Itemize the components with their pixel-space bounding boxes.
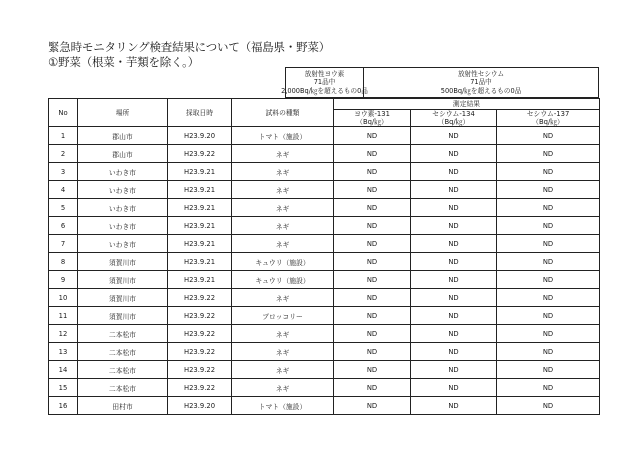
cell-iodine-131: ND xyxy=(334,199,411,217)
cell-sample-type: ネギ xyxy=(232,163,334,181)
cell-iodine-131: ND xyxy=(334,325,411,343)
cell-cesium-134: ND xyxy=(411,127,497,145)
header-sample-type: 試料の種類 xyxy=(232,99,334,127)
cell-iodine-131: ND xyxy=(334,289,411,307)
cell-no: 11 xyxy=(49,307,78,325)
cell-no: 10 xyxy=(49,289,78,307)
cell-no: 16 xyxy=(49,397,78,415)
cell-sample-type: ネギ xyxy=(232,343,334,361)
cell-cesium-137: ND xyxy=(497,181,600,199)
header-cesium-137-label: セシウム-137 xyxy=(526,110,570,118)
cell-cesium-137: ND xyxy=(497,379,600,397)
cell-no: 7 xyxy=(49,235,78,253)
header-iodine-131-unit: （Bq/㎏） xyxy=(356,118,388,126)
cell-no: 3 xyxy=(49,163,78,181)
cell-place: 二本松市 xyxy=(78,343,168,361)
cell-sample-type: ネギ xyxy=(232,217,334,235)
cell-iodine-131: ND xyxy=(334,253,411,271)
cell-date: H23.9.22 xyxy=(168,289,232,307)
cell-cesium-134: ND xyxy=(411,325,497,343)
header-result: 測定結果 xyxy=(334,99,600,110)
cell-sample-type: トマト（施設） xyxy=(232,397,334,415)
cell-date: H23.9.22 xyxy=(168,343,232,361)
header-place: 場所 xyxy=(78,99,168,127)
cell-cesium-134: ND xyxy=(411,253,497,271)
cell-cesium-137: ND xyxy=(497,127,600,145)
summary-cesium xyxy=(364,68,598,97)
cell-cesium-134: ND xyxy=(411,397,497,415)
table-row xyxy=(49,361,600,379)
cell-place: いわき市 xyxy=(78,181,168,199)
header-iodine-131-label: ヨウ素-131 xyxy=(354,110,390,118)
cell-place: 郡山市 xyxy=(78,145,168,163)
summary-iodine-count: 71品中 xyxy=(313,78,336,87)
cell-sample-type: ネギ xyxy=(232,361,334,379)
header-iodine-131 xyxy=(334,110,411,127)
table-row xyxy=(49,127,600,145)
cell-cesium-134: ND xyxy=(411,361,497,379)
page-title: 緊急時モニタリング検査結果について（福島県・野菜） xyxy=(48,40,331,54)
cell-place: いわき市 xyxy=(78,235,168,253)
cell-no: 4 xyxy=(49,181,78,199)
cell-sample-type: ネギ xyxy=(232,235,334,253)
cell-date: H23.9.21 xyxy=(168,253,232,271)
cell-cesium-134: ND xyxy=(411,235,497,253)
cell-place: いわき市 xyxy=(78,163,168,181)
cell-cesium-137: ND xyxy=(497,199,600,217)
cell-iodine-131: ND xyxy=(334,361,411,379)
cell-cesium-134: ND xyxy=(411,145,497,163)
cell-iodine-131: ND xyxy=(334,271,411,289)
header-date: 採取日時 xyxy=(168,99,232,127)
cell-place: 須賀川市 xyxy=(78,253,168,271)
cell-iodine-131: ND xyxy=(334,235,411,253)
cell-sample-type: キュウリ（施設） xyxy=(232,271,334,289)
cell-cesium-137: ND xyxy=(497,343,600,361)
table-row xyxy=(49,253,600,271)
cell-iodine-131: ND xyxy=(334,397,411,415)
header-cesium-134-label: セシウム-134 xyxy=(432,110,475,118)
cell-iodine-131: ND xyxy=(334,145,411,163)
cell-date: H23.9.21 xyxy=(168,181,232,199)
cell-cesium-137: ND xyxy=(497,217,600,235)
cell-date: H23.9.22 xyxy=(168,379,232,397)
table-row xyxy=(49,289,600,307)
cell-sample-type: ネギ xyxy=(232,289,334,307)
summary-cesium-label: 放射性セシウム xyxy=(457,69,505,78)
cell-place: 郡山市 xyxy=(78,127,168,145)
cell-cesium-137: ND xyxy=(497,289,600,307)
cell-place: 二本松市 xyxy=(78,361,168,379)
cell-date: H23.9.21 xyxy=(168,163,232,181)
cell-no: 15 xyxy=(49,379,78,397)
cell-cesium-137: ND xyxy=(497,361,600,379)
cell-cesium-137: ND xyxy=(497,163,600,181)
cell-no: 5 xyxy=(49,199,78,217)
cell-date: H23.9.22 xyxy=(168,325,232,343)
cell-cesium-137: ND xyxy=(497,307,600,325)
summary-iodine-threshold: 2,000Bq/㎏を超えるもの0品 xyxy=(281,86,368,95)
cell-cesium-134: ND xyxy=(411,181,497,199)
cell-cesium-134: ND xyxy=(411,379,497,397)
cell-iodine-131: ND xyxy=(334,217,411,235)
table-row xyxy=(49,145,600,163)
results-body xyxy=(49,127,600,415)
cell-sample-type: ブロッコリー xyxy=(232,307,334,325)
cell-iodine-131: ND xyxy=(334,181,411,199)
cell-sample-type: ネギ xyxy=(232,181,334,199)
header-no: No xyxy=(49,99,78,127)
cell-date: H23.9.21 xyxy=(168,199,232,217)
cell-no: 6 xyxy=(49,217,78,235)
cell-iodine-131: ND xyxy=(334,379,411,397)
cell-iodine-131: ND xyxy=(334,343,411,361)
cell-no: 12 xyxy=(49,325,78,343)
table-row xyxy=(49,397,600,415)
cell-date: H23.9.22 xyxy=(168,307,232,325)
cell-place: 須賀川市 xyxy=(78,271,168,289)
header-cesium-134 xyxy=(411,110,497,127)
cell-sample-type: ネギ xyxy=(232,379,334,397)
table-row xyxy=(49,199,600,217)
header-cesium-137 xyxy=(497,110,600,127)
summary-box xyxy=(281,67,599,98)
table-row xyxy=(49,163,600,181)
cell-date: H23.9.20 xyxy=(168,127,232,145)
table-row xyxy=(49,271,600,289)
cell-cesium-137: ND xyxy=(497,271,600,289)
cell-no: 8 xyxy=(49,253,78,271)
cell-sample-type: ネギ xyxy=(232,199,334,217)
results-table xyxy=(48,98,600,415)
cell-no: 13 xyxy=(49,343,78,361)
cell-date: H23.9.20 xyxy=(168,397,232,415)
cell-no: 2 xyxy=(49,145,78,163)
summary-iodine xyxy=(281,68,368,97)
cell-date: H23.9.22 xyxy=(168,145,232,163)
cell-place: 二本松市 xyxy=(78,325,168,343)
cell-date: H23.9.21 xyxy=(168,235,232,253)
cell-cesium-134: ND xyxy=(411,307,497,325)
header-cesium-134-unit: （Bq/㎏） xyxy=(437,118,470,126)
cell-cesium-134: ND xyxy=(411,217,497,235)
cell-sample-type: トマト（施設） xyxy=(232,127,334,145)
table-row xyxy=(49,343,600,361)
cell-cesium-134: ND xyxy=(411,289,497,307)
table-row xyxy=(49,307,600,325)
cell-no: 9 xyxy=(49,271,78,289)
cell-cesium-137: ND xyxy=(497,397,600,415)
cell-place: 二本松市 xyxy=(78,379,168,397)
summary-iodine-label: 放射性ヨウ素 xyxy=(304,69,345,78)
table-row xyxy=(49,181,600,199)
cell-cesium-134: ND xyxy=(411,199,497,217)
cell-sample-type: キュウリ（施設） xyxy=(232,253,334,271)
table-row xyxy=(49,379,600,397)
cell-no: 14 xyxy=(49,361,78,379)
cell-cesium-137: ND xyxy=(497,325,600,343)
cell-date: H23.9.21 xyxy=(168,271,232,289)
cell-cesium-137: ND xyxy=(497,145,600,163)
cell-cesium-134: ND xyxy=(411,163,497,181)
page-subtitle: ①野菜（根菜・芋類を除く。） xyxy=(48,55,200,69)
cell-no: 1 xyxy=(49,127,78,145)
cell-cesium-134: ND xyxy=(411,343,497,361)
cell-place: 田村市 xyxy=(78,397,168,415)
header-cesium-137-unit: （Bq/㎏） xyxy=(532,118,564,126)
cell-cesium-137: ND xyxy=(497,235,600,253)
cell-cesium-137: ND xyxy=(497,253,600,271)
cell-iodine-131: ND xyxy=(334,163,411,181)
table-row xyxy=(49,325,600,343)
cell-date: H23.9.21 xyxy=(168,217,232,235)
cell-place: いわき市 xyxy=(78,217,168,235)
summary-cesium-count: 71品中 xyxy=(470,78,492,87)
summary-cesium-threshold: 500Bq/㎏を超えるもの0品 xyxy=(440,86,522,95)
table-row xyxy=(49,217,600,235)
cell-place: 須賀川市 xyxy=(78,307,168,325)
cell-sample-type: ネギ xyxy=(232,325,334,343)
cell-place: いわき市 xyxy=(78,199,168,217)
cell-sample-type: ネギ xyxy=(232,145,334,163)
cell-cesium-134: ND xyxy=(411,271,497,289)
cell-iodine-131: ND xyxy=(334,127,411,145)
cell-iodine-131: ND xyxy=(334,307,411,325)
table-row xyxy=(49,235,600,253)
cell-date: H23.9.22 xyxy=(168,361,232,379)
cell-place: 須賀川市 xyxy=(78,289,168,307)
